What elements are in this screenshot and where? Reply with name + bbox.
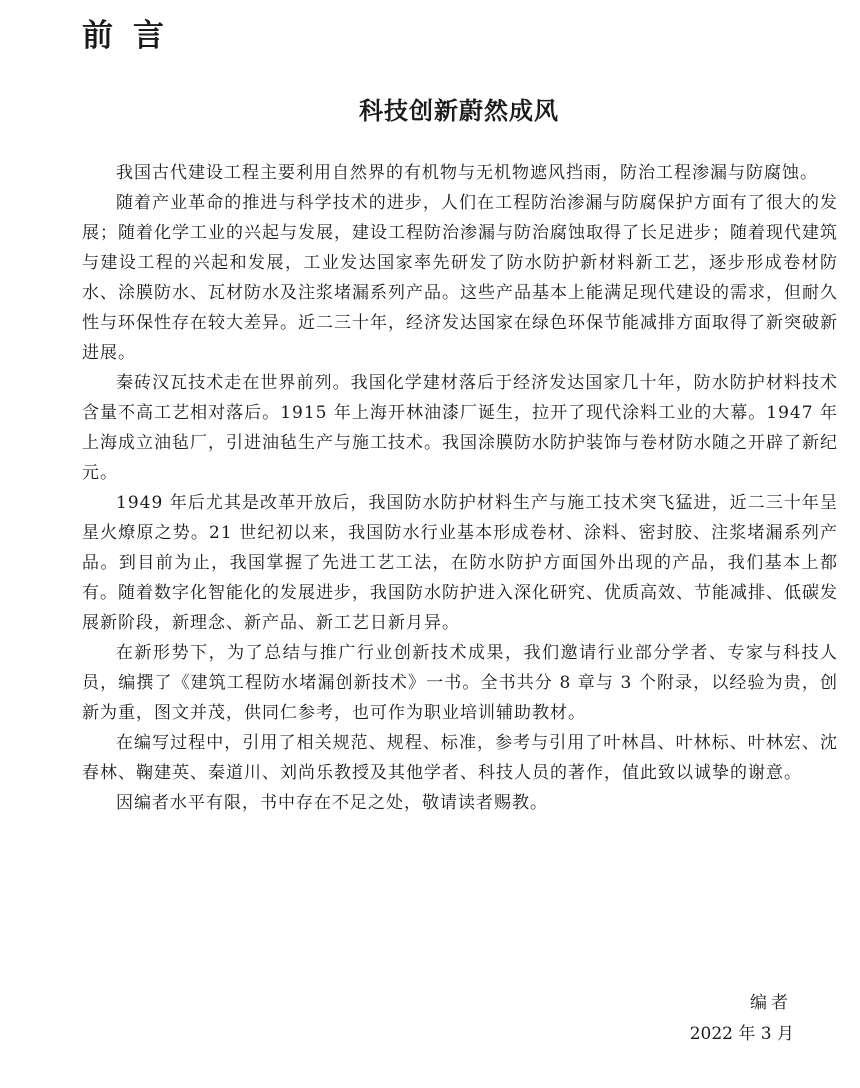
paragraph: 在新形势下，为了总结与推广行业创新技术成果，我们邀请行业部分学者、专家与科技人员，编撰了《建筑工程防水堵漏创新技术》一书。全书共分 8 章与 3 个附录，以经验为贵，创新为重，图文并茂，供同仁参考，也可作为职业培训辅助教材。 — [82, 643, 838, 723]
paragraph: 我国古代建设工程主要利用自然界的有机物与无机物遮风挡雨，防治工程渗漏与防腐蚀。 — [116, 163, 818, 183]
paragraph: 因编者水平有限，书中存在不足之处，敬请读者赐教。 — [116, 793, 548, 813]
paragraph: 1949 年后尤其是改革开放后，我国防水防护材料生产与施工技术突飞猛进，近二三十年呈星火燎原之势。21 世纪初以来，我国防水行业基本形成卷材、涂料、密封胶、注浆堵漏系列产品。到目前为止，我国掌握了先进工艺工法，在防水防护方面国外出现的产品，我们基本上都有。随着数字化智能化的发展进步，我国防水防护进入深化研究、优质高效、节能减排、低碳发展新阶段，新理念、新产品、新工艺日新月异。 — [82, 493, 838, 633]
page-subtitle: 科技创新蔚然成风 — [359, 96, 559, 125]
paragraph: 在编写过程中，引用了相关规范、规程、标准，参考与引用了叶林昌、叶林标、叶林宏、沈春林、鞠建英、秦道川、刘尚乐教授及其他学者、科技人员的著作，值此致以诚挚的谢意。 — [82, 733, 838, 783]
page-heading: 前言 — [82, 18, 184, 54]
author-signature: 编者 — [750, 993, 792, 1013]
preface-body — [82, 158, 838, 818]
preface-date: 2022 年 3 月 — [689, 1024, 794, 1044]
paragraph: 秦砖汉瓦技术走在世界前列。我国化学建材落后于经济发达国家几十年，防水防护材料技术含量不高工艺相对落后。1915 年上海开林油漆厂诞生，拉开了现代涂料工业的大幕。1947 年上海成立油毡厂，引进油毡生产与施工技术。我国涂膜防水防护装饰与卷材防水随之开辟了新纪元。 — [82, 373, 838, 483]
paragraph: 随着产业革命的推进与科学技术的进步，人们在工程防治渗漏与防腐保护方面有了很大的发展；随着化学工业的兴起与发展，建设工程防治渗漏与防治腐蚀取得了长足进步；随着现代建筑与建设工程的兴起和发展，工业发达国家率先研发了防水防护新材料新工艺，逐步形成卷材防水、涂膜防水、瓦材防水及注浆堵漏系列产品。这些产品基本上能满足现代建设的需求，但耐久性与环保性存在较大差异。近二三十年，经济发达国家在绿色环保节能减排方面取得了新突破新进展。 — [82, 193, 838, 363]
